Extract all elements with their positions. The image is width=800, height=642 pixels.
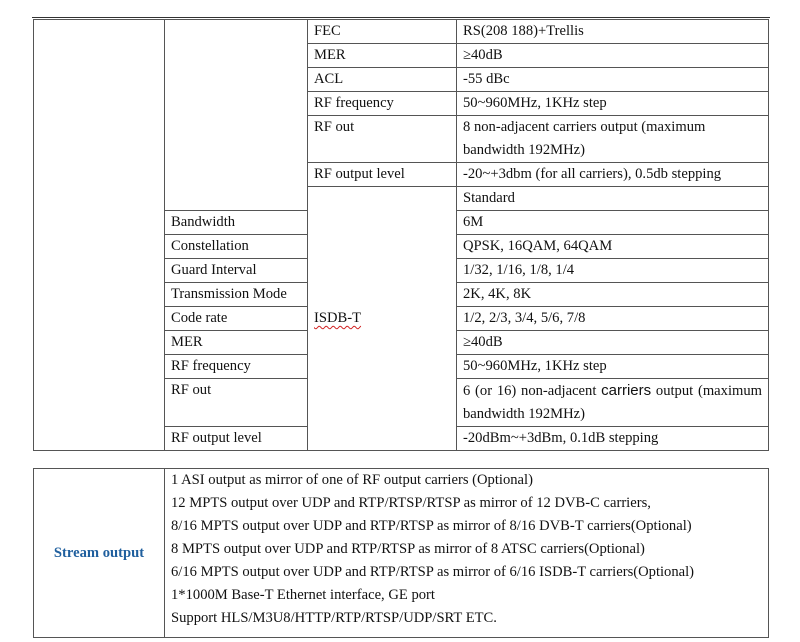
value-cell: -20dBm~+3dBm, 0.1dB stepping — [457, 427, 769, 451]
stream-line: 8/16 MPTS output over UDP and RTP/RTSP as mirror of 8/16 DVB-T carriers(Optional) — [171, 518, 692, 534]
value-cell: 50~960MHz, 1KHz step — [457, 355, 769, 379]
stream-line: 1 ASI output as mirror of one of RF output carriers (Optional) — [171, 472, 533, 488]
value-text: output (maximum bandwidth 192MHz) — [463, 383, 762, 422]
param-cell: FEC — [308, 20, 457, 44]
param-cell: RF output level — [308, 163, 457, 187]
category-label-isdbt: ISDB-T — [314, 310, 362, 326]
value-cell: QPSK, 16QAM, 64QAM — [457, 235, 769, 259]
value-cell: ≥40dB — [457, 44, 769, 68]
param-cell: MER — [308, 44, 457, 68]
value-cell: 8 non-adjacent carriers output (maximum bandwidth 192MHz) — [457, 116, 769, 163]
stream-output-cell — [165, 469, 769, 638]
stream-line: 1*1000M Base-T Ethernet interface, GE port — [171, 587, 435, 603]
param-cell: Bandwidth — [165, 211, 308, 235]
stream-line: 12 MPTS output over UDP and RTP/RTSP/RTSP as mirror of 12 DVB-C carriers, — [171, 495, 651, 511]
value-cell: 2K, 4K, 8K — [457, 283, 769, 307]
value-cell — [457, 379, 769, 427]
value-cell: -20~+3dbm (for all carriers), 0.5db stepping — [457, 163, 769, 187]
category-cell-atsc — [165, 20, 308, 211]
param-cell: Standard — [457, 187, 769, 211]
stream-line: 8 MPTS output over UDP and RTP/RTSP as mirror of 8 ATSC carriers(Optional) — [171, 541, 645, 557]
value-text: carriers — [601, 382, 652, 399]
param-cell: Guard Interval — [165, 259, 308, 283]
value-cell: RS(208 188)+Trellis — [457, 20, 769, 44]
section-cell-empty — [34, 20, 165, 451]
param-cell: RF out — [308, 116, 457, 163]
spec-table — [33, 19, 769, 451]
param-cell: RF frequency — [308, 92, 457, 116]
value-text: 6 (or 16) non-adjacent — [463, 383, 602, 399]
value-cell: 6M — [457, 211, 769, 235]
value-cell: 1/2, 2/3, 3/4, 5/6, 7/8 — [457, 307, 769, 331]
table-row — [34, 20, 769, 44]
top-rule — [32, 17, 770, 18]
stream-line: Support HLS/M3U8/HTTP/RTP/RTSP/UDP/SRT ETC. — [171, 610, 497, 626]
table-row — [34, 469, 769, 638]
param-cell: ACL — [308, 68, 457, 92]
param-cell: RF out — [165, 379, 308, 427]
stream-output-table — [33, 468, 769, 638]
param-cell: Transmission Mode — [165, 283, 308, 307]
param-cell: RF frequency — [165, 355, 308, 379]
value-cell: 1/32, 1/16, 1/8, 1/4 — [457, 259, 769, 283]
category-cell-isdbt — [308, 187, 457, 451]
param-cell: Code rate — [165, 307, 308, 331]
value-cell: -55 dBc — [457, 68, 769, 92]
param-cell: Constellation — [165, 235, 308, 259]
value-cell: ≥40dB — [457, 331, 769, 355]
stream-line: 6/16 MPTS output over UDP and RTP/RTSP as mirror of 6/16 ISDB-T carriers(Optional) — [171, 564, 695, 580]
param-cell: MER — [165, 331, 308, 355]
section-label-stream-output: Stream output — [34, 469, 165, 638]
value-cell: 50~960MHz, 1KHz step — [457, 92, 769, 116]
param-cell: RF output level — [165, 427, 308, 451]
